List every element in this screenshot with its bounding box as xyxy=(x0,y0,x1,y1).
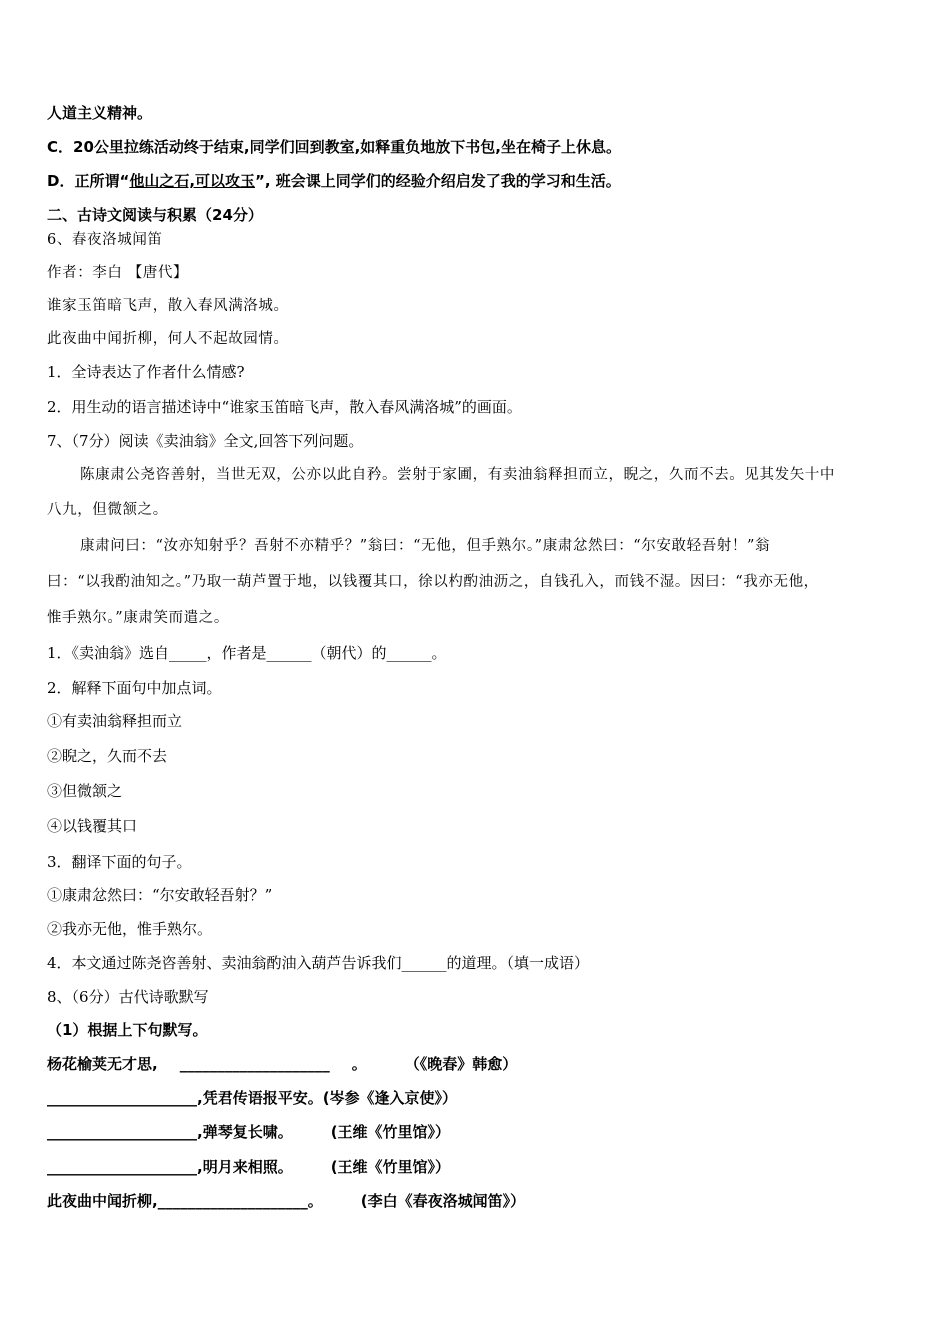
recite-5-source: (李白《春夜洛城闻笛》） xyxy=(360,1192,526,1210)
option-d-tail: ”, 班会课上同学们的经验介绍启发了我的学习和生活。 xyxy=(255,172,621,190)
recite-line-1 xyxy=(47,1054,517,1074)
q7-4: 4．本文通过陈尧咨善射、卖油翁酌油入葫芦告诉我们______的道理。（填一成语） xyxy=(47,954,590,972)
q8-1: （1）根据上下句默写。 xyxy=(47,1021,208,1039)
recite-line-4 xyxy=(47,1157,450,1177)
underlined-idiom: 他山之石,可以攻玉 xyxy=(129,172,256,190)
recite-4-source: (王维《竹里馆》） xyxy=(330,1158,451,1176)
recite-4-blank[interactable]: ____________________ xyxy=(47,1158,197,1176)
q7-3-item-2: ②我亦无他，惟手熟尔。 xyxy=(47,920,213,938)
q7-2: 2．解释下面句中加点词。 xyxy=(47,679,222,697)
recite-line-5 xyxy=(47,1191,525,1211)
passage-p2-line2: 曰：“以我酌油知之。”乃取一葫芦置于地，以钱覆其口，徐以杓酌油沥之，自钱孔入，而钱不湿。因曰：“我亦无他， xyxy=(47,574,819,590)
poem-author: 作者：李白 【唐代】 xyxy=(47,265,189,281)
recite-3-blank[interactable]: ____________________ xyxy=(47,1123,197,1141)
q6-1: 1．全诗表达了作者什么情感? xyxy=(47,363,245,381)
q6-2: 2．用生动的语言描述诗中“谁家玉笛暗飞声，散入春风满洛城”的画面。 xyxy=(47,398,522,416)
q7-3-item-1: ①康肃忿然曰：“尔安敢轻吾射？” xyxy=(47,886,273,904)
q7-2-item-3: ③但微颔之 xyxy=(47,782,123,800)
passage-p1-line2: 八九，但微颔之。 xyxy=(47,502,168,518)
recite-1-period: 。 xyxy=(351,1055,367,1073)
passage-p1-line1: 陈康肃公尧咨善射，当世无双，公亦以此自矜。尝射于家圃，有卖油翁释担而立，睨之，久而不去。见其发矢十中 xyxy=(80,467,835,483)
recite-1-prompt: 杨花榆荚无才思, xyxy=(47,1055,158,1073)
option-b-continuation: 人道主义精神。 xyxy=(47,104,153,122)
q7-1: 1．《卖油翁》选自_____，作者是______（朝代）的______。 xyxy=(47,644,447,662)
recite-line-2 xyxy=(47,1088,457,1108)
poem-line-2: 此夜曲中闻折柳，何人不起故园情。 xyxy=(47,331,289,347)
poem-line-1: 谁家玉笛暗飞声，散入春风满洛城。 xyxy=(47,298,289,314)
q7-2-item-4: ④以钱覆其口 xyxy=(47,817,138,835)
recite-2-blank[interactable]: ____________________ xyxy=(47,1089,197,1107)
option-c: C．20公里拉练活动终于结束,同学们回到教室,如释重负地放下书包,坐在椅子上休息。 xyxy=(47,138,621,156)
option-d xyxy=(47,171,621,191)
poem-title: 6、春夜洛城闻笛 xyxy=(47,232,163,248)
recite-1-source: （《晚春》韩愈） xyxy=(404,1055,518,1073)
recite-1-blank[interactable]: ____________________ xyxy=(179,1055,330,1073)
recite-3-text: ,弹琴复长啸。 xyxy=(197,1123,293,1141)
section-heading-classical: 二、古诗文阅读与积累（24分） xyxy=(47,206,263,224)
q8-heading: 8、（6分）古代诗歌默写 xyxy=(47,988,209,1006)
q7-3: 3．翻译下面的句子。 xyxy=(47,853,192,871)
option-d-lead: D．正所谓“ xyxy=(47,172,130,190)
recite-5-period: 。 xyxy=(307,1192,323,1210)
q7-heading: 7、（7分）阅读《卖油翁》全文,回答下列问题。 xyxy=(47,432,364,450)
recite-line-3 xyxy=(47,1122,450,1142)
passage-p2-line3: 惟手熟尔。”康肃笑而遣之。 xyxy=(47,610,229,626)
q7-2-item-1: ①有卖油翁释担而立 xyxy=(47,712,183,730)
q7-2-item-2: ②睨之，久而不去 xyxy=(47,747,168,765)
recite-3-source: (王维《竹里馆》） xyxy=(330,1123,451,1141)
recite-2-text: ,凭君传语报平安。(岑参《逢入京使》） xyxy=(197,1089,458,1107)
recite-4-text: ,明月来相照。 xyxy=(197,1158,293,1176)
recite-5-blank[interactable]: ____________________ xyxy=(157,1192,308,1210)
recite-5-prompt: 此夜曲中闻折柳, xyxy=(47,1192,158,1210)
passage-p2-line1: 康肃问曰：“汝亦知射乎？吾射不亦精乎？”翁曰：“无他，但手熟尔。”康肃忿然曰：“尔安敢轻吾射！”翁 xyxy=(80,538,771,554)
